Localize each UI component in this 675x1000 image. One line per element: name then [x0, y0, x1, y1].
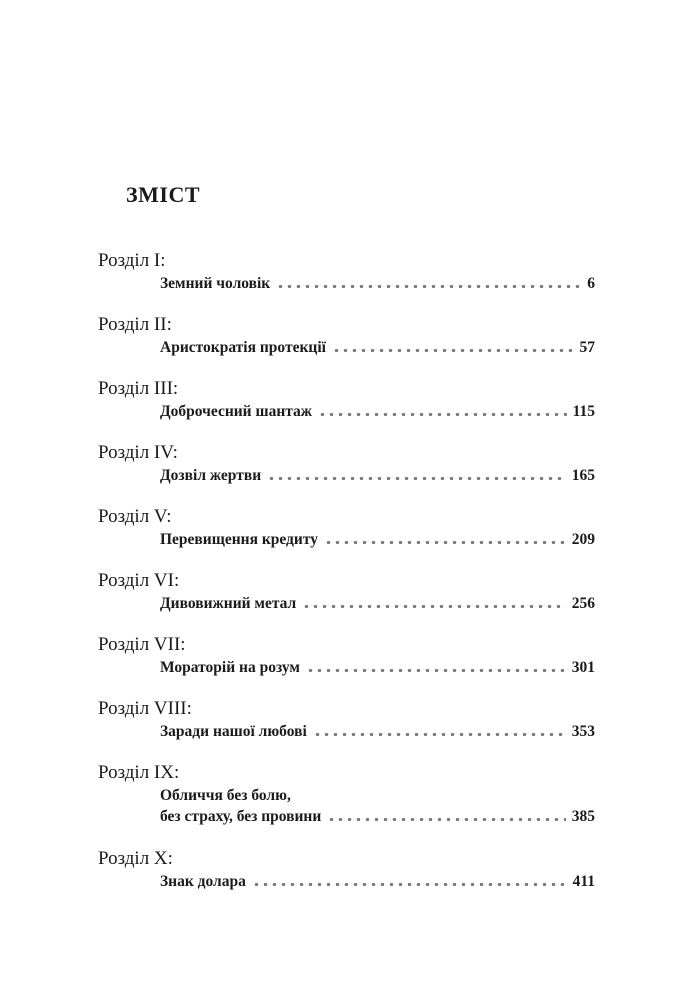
chapter-link[interactable]: [160, 870, 595, 894]
chapter-title: Дивовижний метал: [160, 595, 297, 612]
chapter-title: Мораторій на розум: [160, 659, 300, 676]
section-label: Розділ VII:: [98, 634, 186, 655]
page-number: 209: [571, 531, 595, 548]
page-number: 165: [571, 467, 595, 484]
page-number: 385: [571, 808, 595, 825]
section-label: Розділ III:: [98, 378, 179, 399]
section-label: Розділ X:: [98, 848, 173, 869]
chapter-link[interactable]: [160, 656, 595, 680]
page-number: 115: [572, 403, 595, 420]
chapter-link[interactable]: [160, 805, 595, 829]
section-label: Розділ VIII:: [98, 698, 192, 719]
chapter-link[interactable]: [160, 400, 595, 424]
dot-leader: [313, 733, 566, 736]
chapter-link[interactable]: [160, 272, 595, 296]
page-number: 57: [579, 339, 595, 356]
dot-leader: [332, 349, 574, 352]
page-number: 301: [571, 659, 595, 676]
section-label: Розділ I:: [98, 250, 166, 271]
section-label: Розділ IX:: [98, 762, 180, 783]
chapter-title: Перевищення кредиту: [160, 531, 318, 548]
chapter-link[interactable]: [160, 336, 595, 360]
dot-leader: [318, 413, 567, 416]
page-number: 353: [571, 723, 595, 740]
chapter-title: Доброчесний шантаж: [160, 403, 313, 420]
chapter-title-continued: без страху, без провини: [160, 808, 322, 825]
dot-leader: [267, 477, 566, 480]
page-number: 256: [571, 595, 595, 612]
chapter-link[interactable]: [160, 720, 595, 744]
chapter-link[interactable]: [160, 592, 595, 616]
chapter-link[interactable]: [160, 528, 595, 552]
section-label: Розділ V:: [98, 506, 172, 527]
page-title: ЗМІСТ: [126, 182, 200, 207]
page-number: 6: [587, 275, 595, 292]
dot-leader: [327, 818, 565, 821]
dot-leader: [302, 605, 565, 608]
chapter-title[interactable]: Обличчя без болю,: [160, 787, 291, 804]
section-label: Розділ IV:: [98, 442, 178, 463]
section-label: Розділ VI:: [98, 570, 180, 591]
chapter-title: Дозвіл жертви: [160, 467, 262, 484]
dot-leader: [306, 669, 566, 672]
chapter-title: Заради нашої любові: [160, 723, 307, 740]
dot-leader: [276, 285, 581, 288]
chapter-title: Земний чоловік: [160, 275, 271, 292]
dot-leader: [324, 541, 566, 544]
chapter-title: Аристократія протекції: [160, 339, 326, 356]
page-number: 411: [572, 873, 595, 890]
chapter-link[interactable]: [160, 464, 595, 488]
dot-leader: [252, 883, 567, 886]
chapter-title: Знак долара: [160, 873, 246, 890]
section-label: Розділ II:: [98, 314, 172, 335]
